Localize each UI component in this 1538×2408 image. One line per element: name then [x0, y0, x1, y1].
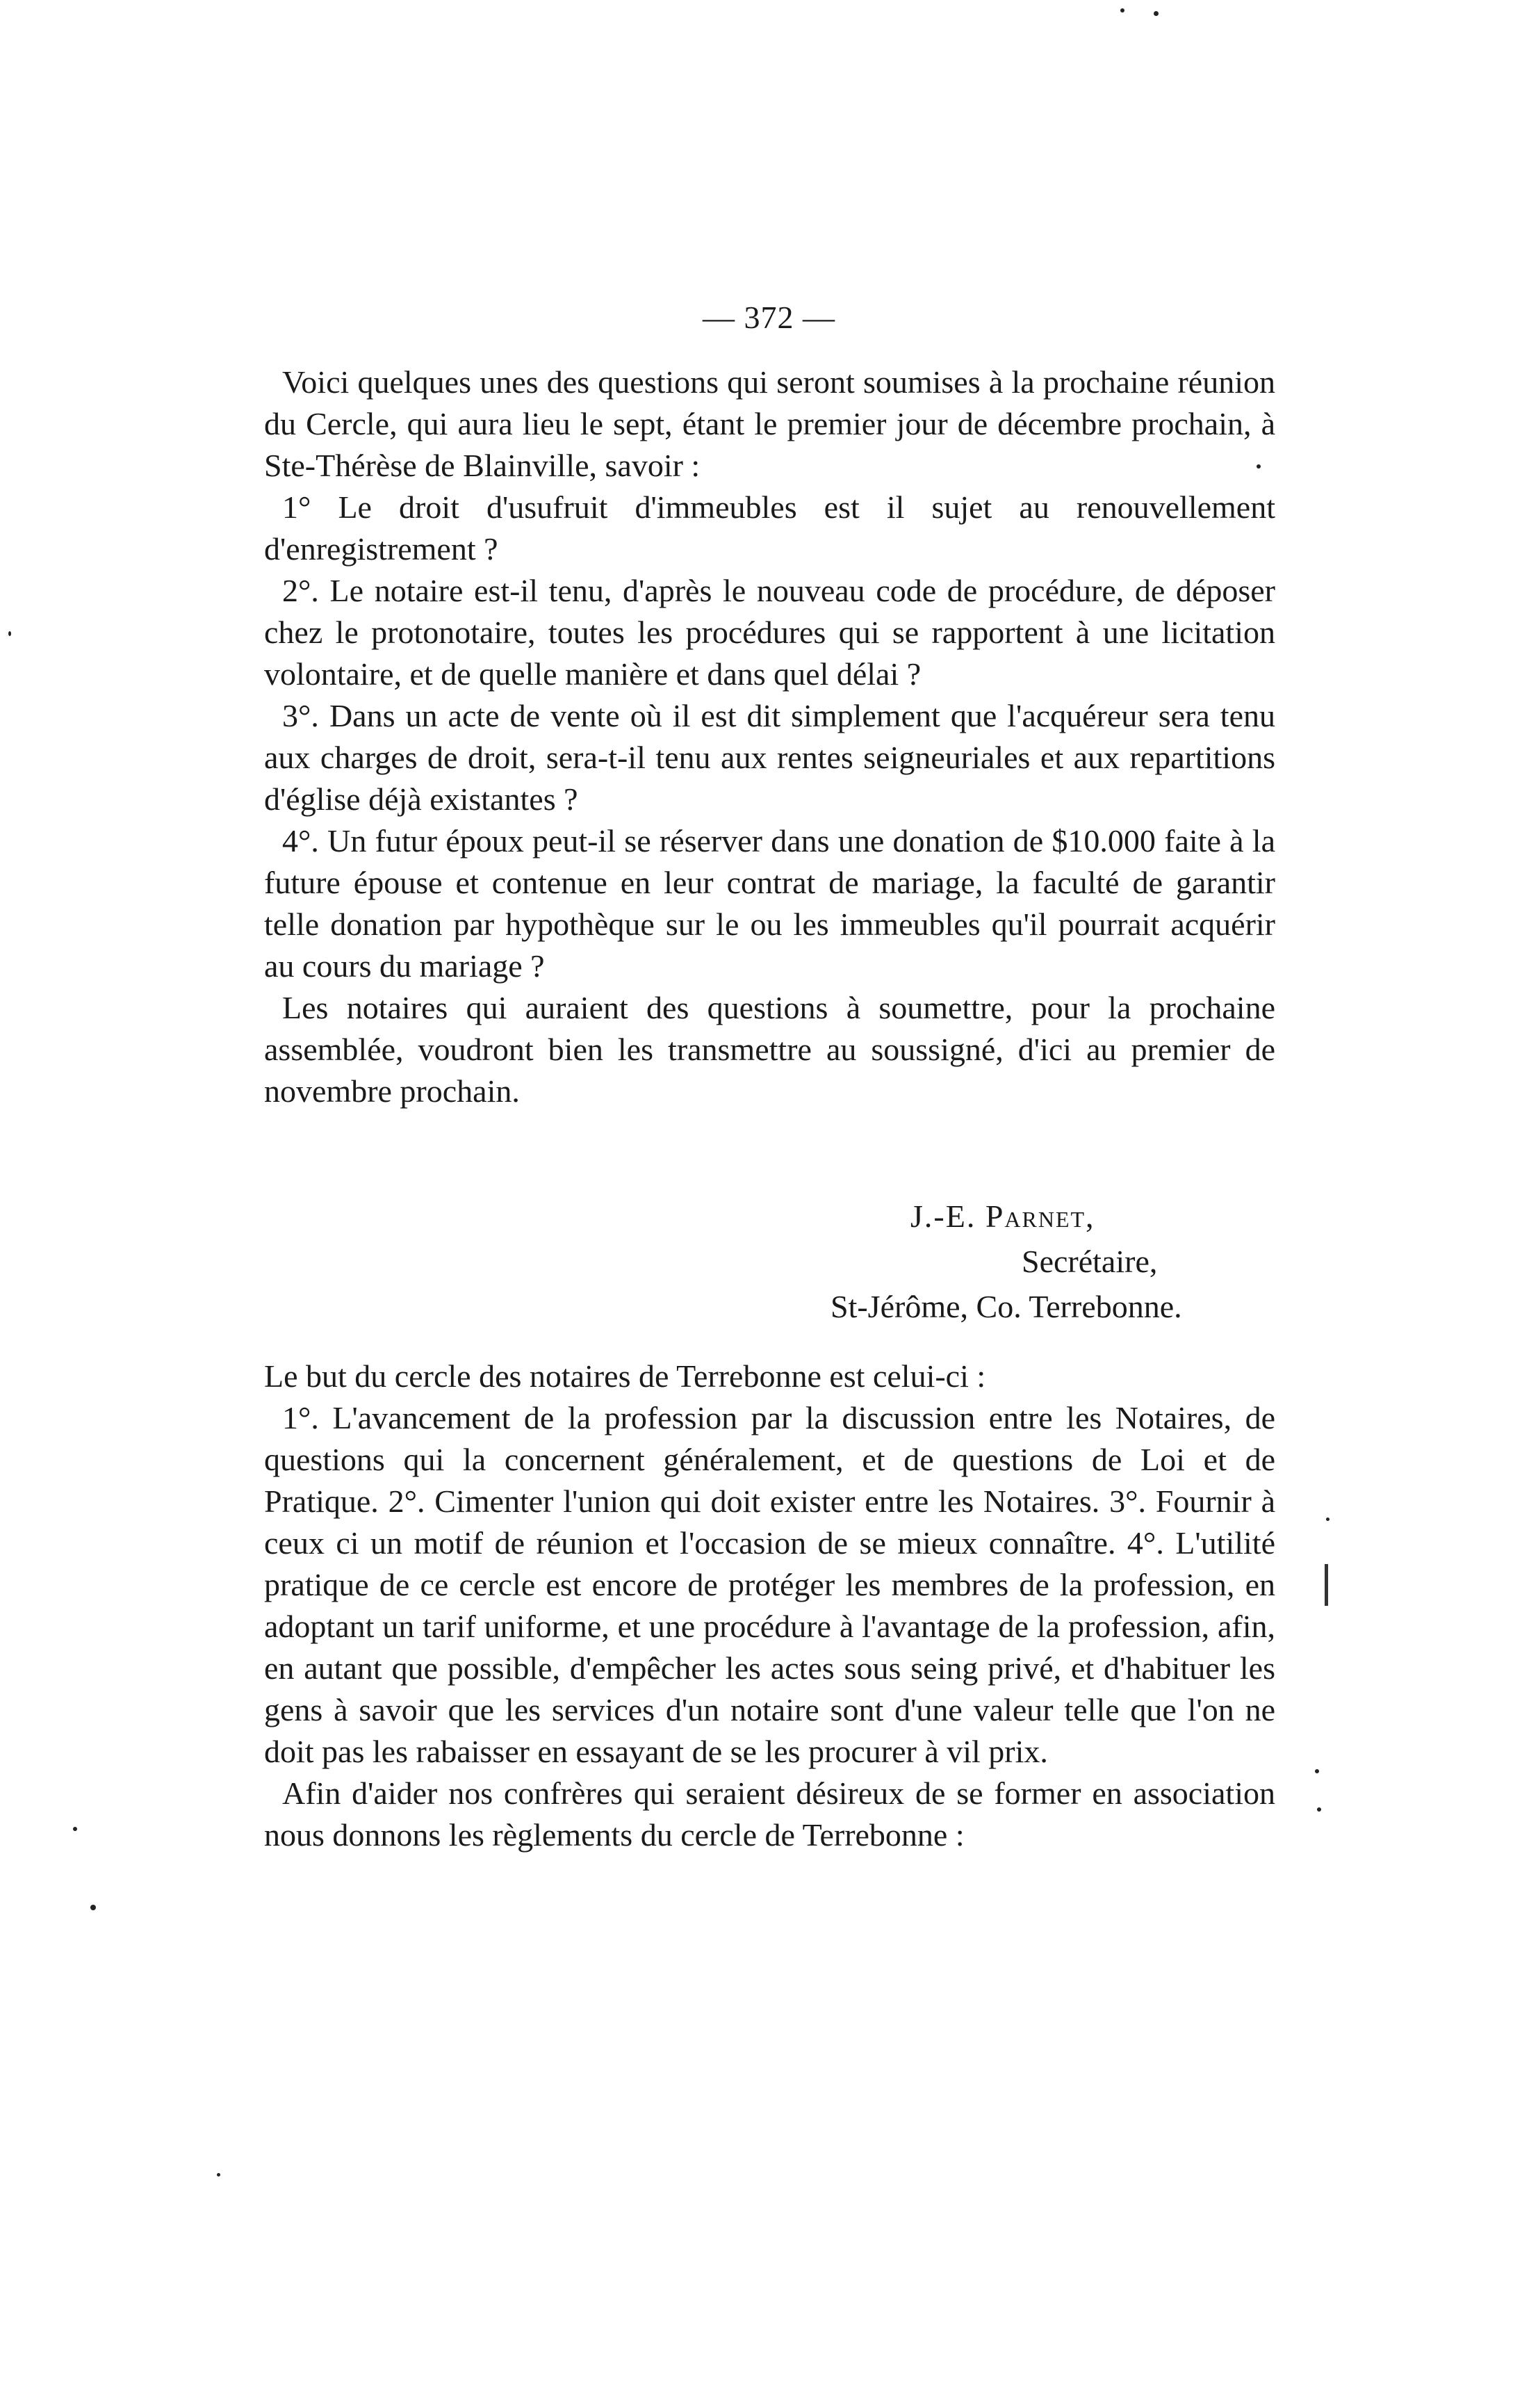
signature-role: Secrétaire, [1022, 1244, 1158, 1279]
purpose-paragraph: 1°. L'avancement de la profession par la discussion entre les Notaires, de questions qui la concernent généralement, et de questions de Loi et de Pratique. 2°. Cimenter l'union qui doit exister entre les Notaires. 3°. Fournir à ceux ci un motif de réunion et l'occasion de se mieux connaître. 4°. L'utilité pratique de ce cercle est encore de protéger les membres de la profession, en adoptant un tarif uniforme, et une procédure à l'avantage de la profession, afin, en autant que possible, d'empêcher les actes sous seing privé, et d'habituer les gens à savoir que les services d'un notaire sont d'une valeur telle que l'on ne doit pas les rabaisser en essayant de se les procurer à vil prix. [264, 1400, 1275, 1769]
question-4: 4°. Un futur époux peut-il se réserver dans une donation de $10.000 faite à la future épouse et contenue en leur contrat de mariage, la faculté de garantir telle donation par hypothèque sur le ou les immeubles qu'il pourrait acquérir au cours du mariage ? [264, 823, 1275, 984]
speck [1326, 1518, 1330, 1521]
intro-paragraph: Voici quelques unes des questions qui seront soumises à la prochaine réunion du Cercle, qui aura lieu le sept, étant le premier jour de décembre prochain, à Ste-Thérèse de Blainville, savoir : [264, 364, 1275, 483]
question-3: 3°. Dans un acte de vente où il est dit simplement que l'acquéreur sera tenu aux charges de droit, sera-t-il tenu aux rentes seigneuriales et aux repartitions d'église déjà existantes ? [264, 698, 1275, 817]
submission-notice: Les notaires qui auraient des questions à soumettre, pour la prochaine assemblée, voudront bien les transmettre au soussigné, d'ici au premier de novembre prochain. [264, 990, 1275, 1109]
speck [90, 1905, 96, 1910]
signature-place: St-Jérôme, Co. Terrebonne. [831, 1289, 1182, 1324]
question-1: 1° Le droit d'usufruit d'immeubles est il sujet au renouvellement d'enregistrement ? [264, 489, 1275, 567]
speck [1120, 8, 1124, 13]
speck [8, 631, 11, 636]
questions-section [264, 361, 1275, 1112]
closing-paragraph: Afin d'aider nos confrères qui seraient désireux de se former en association nous donnons les règlements du cercle de Terrebonne : [264, 1775, 1275, 1853]
speck [1154, 11, 1159, 16]
purpose-section [264, 1356, 1275, 1856]
speck [1315, 1769, 1319, 1773]
signature-name: J.-E. Parnet, [910, 1198, 1095, 1234]
purpose-heading: Le but du cercle des notaires de Terrebonne est celui-ci : [264, 1358, 986, 1394]
margin-mark [1325, 1564, 1328, 1606]
speck [217, 2173, 220, 2177]
page-number: — 372 — [703, 300, 835, 335]
question-2: 2°. Le notaire est-il tenu, d'après le nouveau code de procédure, de déposer chez le protonotaire, toutes les procédures qui se rapportent à une licitation volontaire, et de quelle manière et dans quel délai ? [264, 573, 1275, 692]
speck [1317, 1807, 1321, 1812]
speck [73, 1827, 77, 1831]
